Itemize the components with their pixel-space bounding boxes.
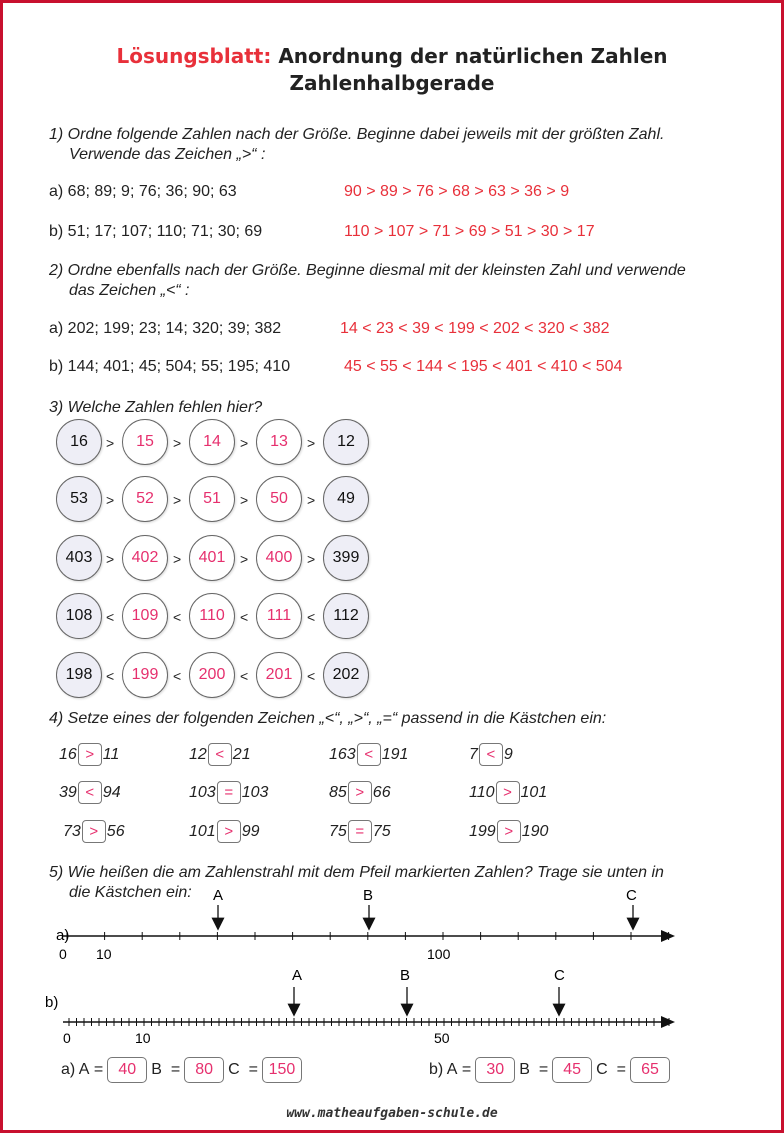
task5-answers-a <box>61 1057 306 1083</box>
given-number-circle: 198 <box>56 652 102 698</box>
task5-answers-b <box>429 1057 674 1083</box>
answer-number-circle[interactable]: 110 <box>189 593 235 639</box>
answer-b-a-box[interactable]: 30 <box>475 1057 515 1083</box>
task5-line1: 5) Wie heißen die am Zahlenstrahl mit dem Pfeil markierten Zahlen? Trage sie unten in <box>49 864 664 881</box>
equals-sign: = <box>93 1061 104 1078</box>
comparison-answer-box[interactable]: > <box>78 743 102 766</box>
number-line-b-arrowhead <box>661 1016 675 1028</box>
answer-a-c-label: C <box>228 1061 240 1078</box>
comparison-symbol: < <box>307 668 316 684</box>
answer-number-circle[interactable]: 14 <box>189 419 235 465</box>
comparison-symbol: > <box>240 435 249 451</box>
equals-sign: = <box>170 1061 181 1078</box>
given-number-circle: 16 <box>56 419 102 465</box>
answer-number-circle[interactable]: 400 <box>256 535 302 581</box>
given-number-circle: 403 <box>56 535 102 581</box>
answer-number-circle[interactable]: 52 <box>122 476 168 522</box>
given-number-circle: 49 <box>323 476 369 522</box>
number-line-b-label: b) <box>45 994 59 1011</box>
task1-line2: Verwende das Zeichen „>“ : <box>69 146 266 163</box>
answer-a-c-box[interactable]: 150 <box>262 1057 302 1083</box>
task2-line1: 2) Ordne ebenfalls nach der Größe. Beginne diesmal mit der kleinsten Zahl und verwende <box>49 262 686 279</box>
given-number-circle: 108 <box>56 593 102 639</box>
answer-number-circle[interactable]: 201 <box>256 652 302 698</box>
comparison-answer-box[interactable]: < <box>78 781 102 804</box>
comparison-answer-box[interactable]: < <box>208 743 232 766</box>
right-number: 56 <box>106 822 125 840</box>
equals-sign: = <box>616 1061 626 1078</box>
answer-b-b-label: B <box>519 1061 530 1078</box>
right-number: 191 <box>381 745 409 763</box>
right-number: 21 <box>232 745 251 763</box>
number-line-b-tick-50: 50 <box>434 1030 450 1046</box>
task1-a-question: a) 68; 89; 9; 76; 36; 90; 63 <box>49 183 237 200</box>
number-line-a <box>56 887 675 962</box>
answer-number-circle[interactable]: 200 <box>189 652 235 698</box>
answer-b-c-label: C <box>596 1061 608 1078</box>
answer-number-circle[interactable]: 15 <box>122 419 168 465</box>
title-solution-label: Lösungsblatt: <box>116 44 272 68</box>
marker-label: B <box>400 967 411 984</box>
right-number: 101 <box>520 783 548 801</box>
task2-a-answer: 14 < 23 < 39 < 199 < 202 < 320 < 382 <box>340 320 610 337</box>
comparison-answer-box[interactable]: > <box>497 820 521 843</box>
number-line-b-tick-0: 0 <box>63 1030 71 1046</box>
comparison-answer-box[interactable]: = <box>217 781 241 804</box>
task2-b-answer: 45 < 55 < 144 < 195 < 401 < 410 < 504 <box>344 358 623 375</box>
given-number-circle: 202 <box>323 652 369 698</box>
marker-label: A <box>213 887 224 904</box>
comparison-symbol: > <box>307 492 316 508</box>
left-number: 103 <box>189 783 216 801</box>
footer-website: www.matheaufgaben-schule.de <box>286 1106 498 1121</box>
comparison-answer-box[interactable]: < <box>479 743 503 766</box>
answer-number-circle[interactable]: 111 <box>256 593 302 639</box>
right-number: 190 <box>521 822 549 840</box>
marker-label: C <box>626 887 637 904</box>
given-number-circle: 399 <box>323 535 369 581</box>
number-line-a-label: a) <box>56 927 70 944</box>
comparison-symbol: > <box>106 492 115 508</box>
comparison-answer-box[interactable]: > <box>348 781 372 804</box>
comparison-answer-box[interactable]: > <box>496 781 520 804</box>
left-number: 199 <box>469 822 496 840</box>
left-number: 12 <box>189 745 207 763</box>
number-line-b-tick-10: 10 <box>135 1030 151 1046</box>
comparison-symbol: < <box>240 668 249 684</box>
answer-a-b-label: B <box>151 1061 162 1078</box>
right-number: 11 <box>102 745 120 763</box>
right-number: 99 <box>241 822 260 840</box>
equals-sign: = <box>461 1061 472 1078</box>
comparison-symbol: > <box>173 551 182 567</box>
number-line-b-ticks <box>69 1018 669 1026</box>
comparison-symbol: > <box>307 435 316 451</box>
comparison-symbol: < <box>106 609 115 625</box>
task4-heading: 4) Setze eines der folgenden Zeichen „<“, „>“, „=“ passend in die Kästchen ein: <box>49 710 607 727</box>
right-number: 75 <box>372 822 391 840</box>
right-number: 94 <box>102 783 121 801</box>
right-number: 66 <box>372 783 391 801</box>
left-number: 7 <box>469 745 478 763</box>
given-number-circle: 53 <box>56 476 102 522</box>
left-number: 75 <box>329 822 347 840</box>
answer-b-b-box[interactable]: 45 <box>552 1057 592 1083</box>
answer-number-circle[interactable]: 51 <box>189 476 235 522</box>
comparison-symbol: < <box>173 668 182 684</box>
comparison-symbol: < <box>106 668 115 684</box>
right-number: 9 <box>503 745 513 763</box>
number-line-b <box>45 967 675 1046</box>
number-line-a-arrowhead <box>661 930 675 942</box>
number-lines <box>3 3 781 1130</box>
comparison-symbol: < <box>173 609 182 625</box>
number-line-a-marker-c <box>626 887 637 928</box>
number-line-a-tick-100: 100 <box>427 946 451 962</box>
answer-a-a-box[interactable]: 40 <box>107 1057 147 1083</box>
title-text: Anordnung der natürlichen Zahlen <box>278 44 668 68</box>
task1-b-answer: 110 > 107 > 71 > 69 > 51 > 30 > 17 <box>344 223 595 240</box>
comparison-symbol: < <box>307 609 316 625</box>
left-number: 110 <box>469 783 495 801</box>
comparison-symbol: > <box>240 492 249 508</box>
equals-sign: = <box>248 1061 258 1078</box>
number-line-a-tick-10: 10 <box>96 946 112 962</box>
task1-b-question: b) 51; 17; 107; 110; 71; 30; 69 <box>49 223 263 240</box>
number-line-b-marker-a <box>292 967 302 1014</box>
task3-heading: 3) Welche Zahlen fehlen hier? <box>49 399 263 416</box>
number-line-a-tick-0: 0 <box>59 946 67 962</box>
task2-a-question: a) 202; 199; 23; 14; 320; 39; 382 <box>49 320 282 337</box>
answer-number-circle[interactable]: 402 <box>122 535 168 581</box>
answer-number-circle[interactable]: 401 <box>189 535 235 581</box>
answer-number-circle[interactable]: 13 <box>256 419 302 465</box>
comparison-symbol: > <box>307 551 316 567</box>
answer-b-c-box[interactable]: 65 <box>630 1057 670 1083</box>
answer-number-circle[interactable]: 50 <box>256 476 302 522</box>
comparison-symbol: > <box>106 551 115 567</box>
number-line-a-marker-a <box>213 887 223 928</box>
given-number-circle: 12 <box>323 419 369 465</box>
marker-label: C <box>554 967 565 984</box>
left-number: 16 <box>59 745 77 763</box>
answer-b-prefix: b) A <box>429 1061 458 1078</box>
marker-label: A <box>292 967 303 984</box>
number-line-b-marker-b <box>400 967 410 1014</box>
left-number: 73 <box>63 822 81 840</box>
given-number-circle: 112 <box>323 593 369 639</box>
comparison-answer-box[interactable]: > <box>217 820 241 843</box>
comparison-answer-box[interactable]: > <box>82 820 106 843</box>
comparison-symbol: > <box>173 435 182 451</box>
answer-number-circle[interactable]: 199 <box>122 652 168 698</box>
task2-b-question: b) 144; 401; 45; 504; 55; 195; 410 <box>49 358 291 375</box>
answer-a-b-box[interactable]: 80 <box>184 1057 224 1083</box>
comparison-symbol: > <box>106 435 115 451</box>
number-line-a-marker-b <box>363 887 373 928</box>
left-number: 101 <box>189 822 216 840</box>
comparison-symbol: > <box>240 551 249 567</box>
comparison-answer-box[interactable]: = <box>348 820 372 843</box>
left-number: 85 <box>329 783 347 801</box>
task1-line1: 1) Ordne folgende Zahlen nach der Größe. Beginne dabei jeweils mit der größten Zahl. <box>49 126 665 143</box>
task2-line2: das Zeichen „<“ : <box>69 282 190 299</box>
comparison-symbol: < <box>240 609 249 625</box>
comparison-answer-box[interactable]: < <box>357 743 381 766</box>
right-number: 103 <box>241 783 269 801</box>
comparison-symbol: > <box>173 492 182 508</box>
marker-label: B <box>363 887 374 904</box>
number-line-b-marker-c <box>554 967 565 1014</box>
answer-number-circle[interactable]: 109 <box>122 593 168 639</box>
task5-line2: die Kästchen ein: <box>69 884 192 901</box>
equals-sign: = <box>538 1061 549 1078</box>
left-number: 39 <box>59 783 77 801</box>
left-number: 163 <box>329 745 356 763</box>
task1-a-answer: 90 > 89 > 76 > 68 > 63 > 36 > 9 <box>344 183 570 200</box>
title-subtitle: Zahlenhalbgerade <box>289 71 495 95</box>
answer-a-prefix: a) A <box>61 1061 90 1078</box>
